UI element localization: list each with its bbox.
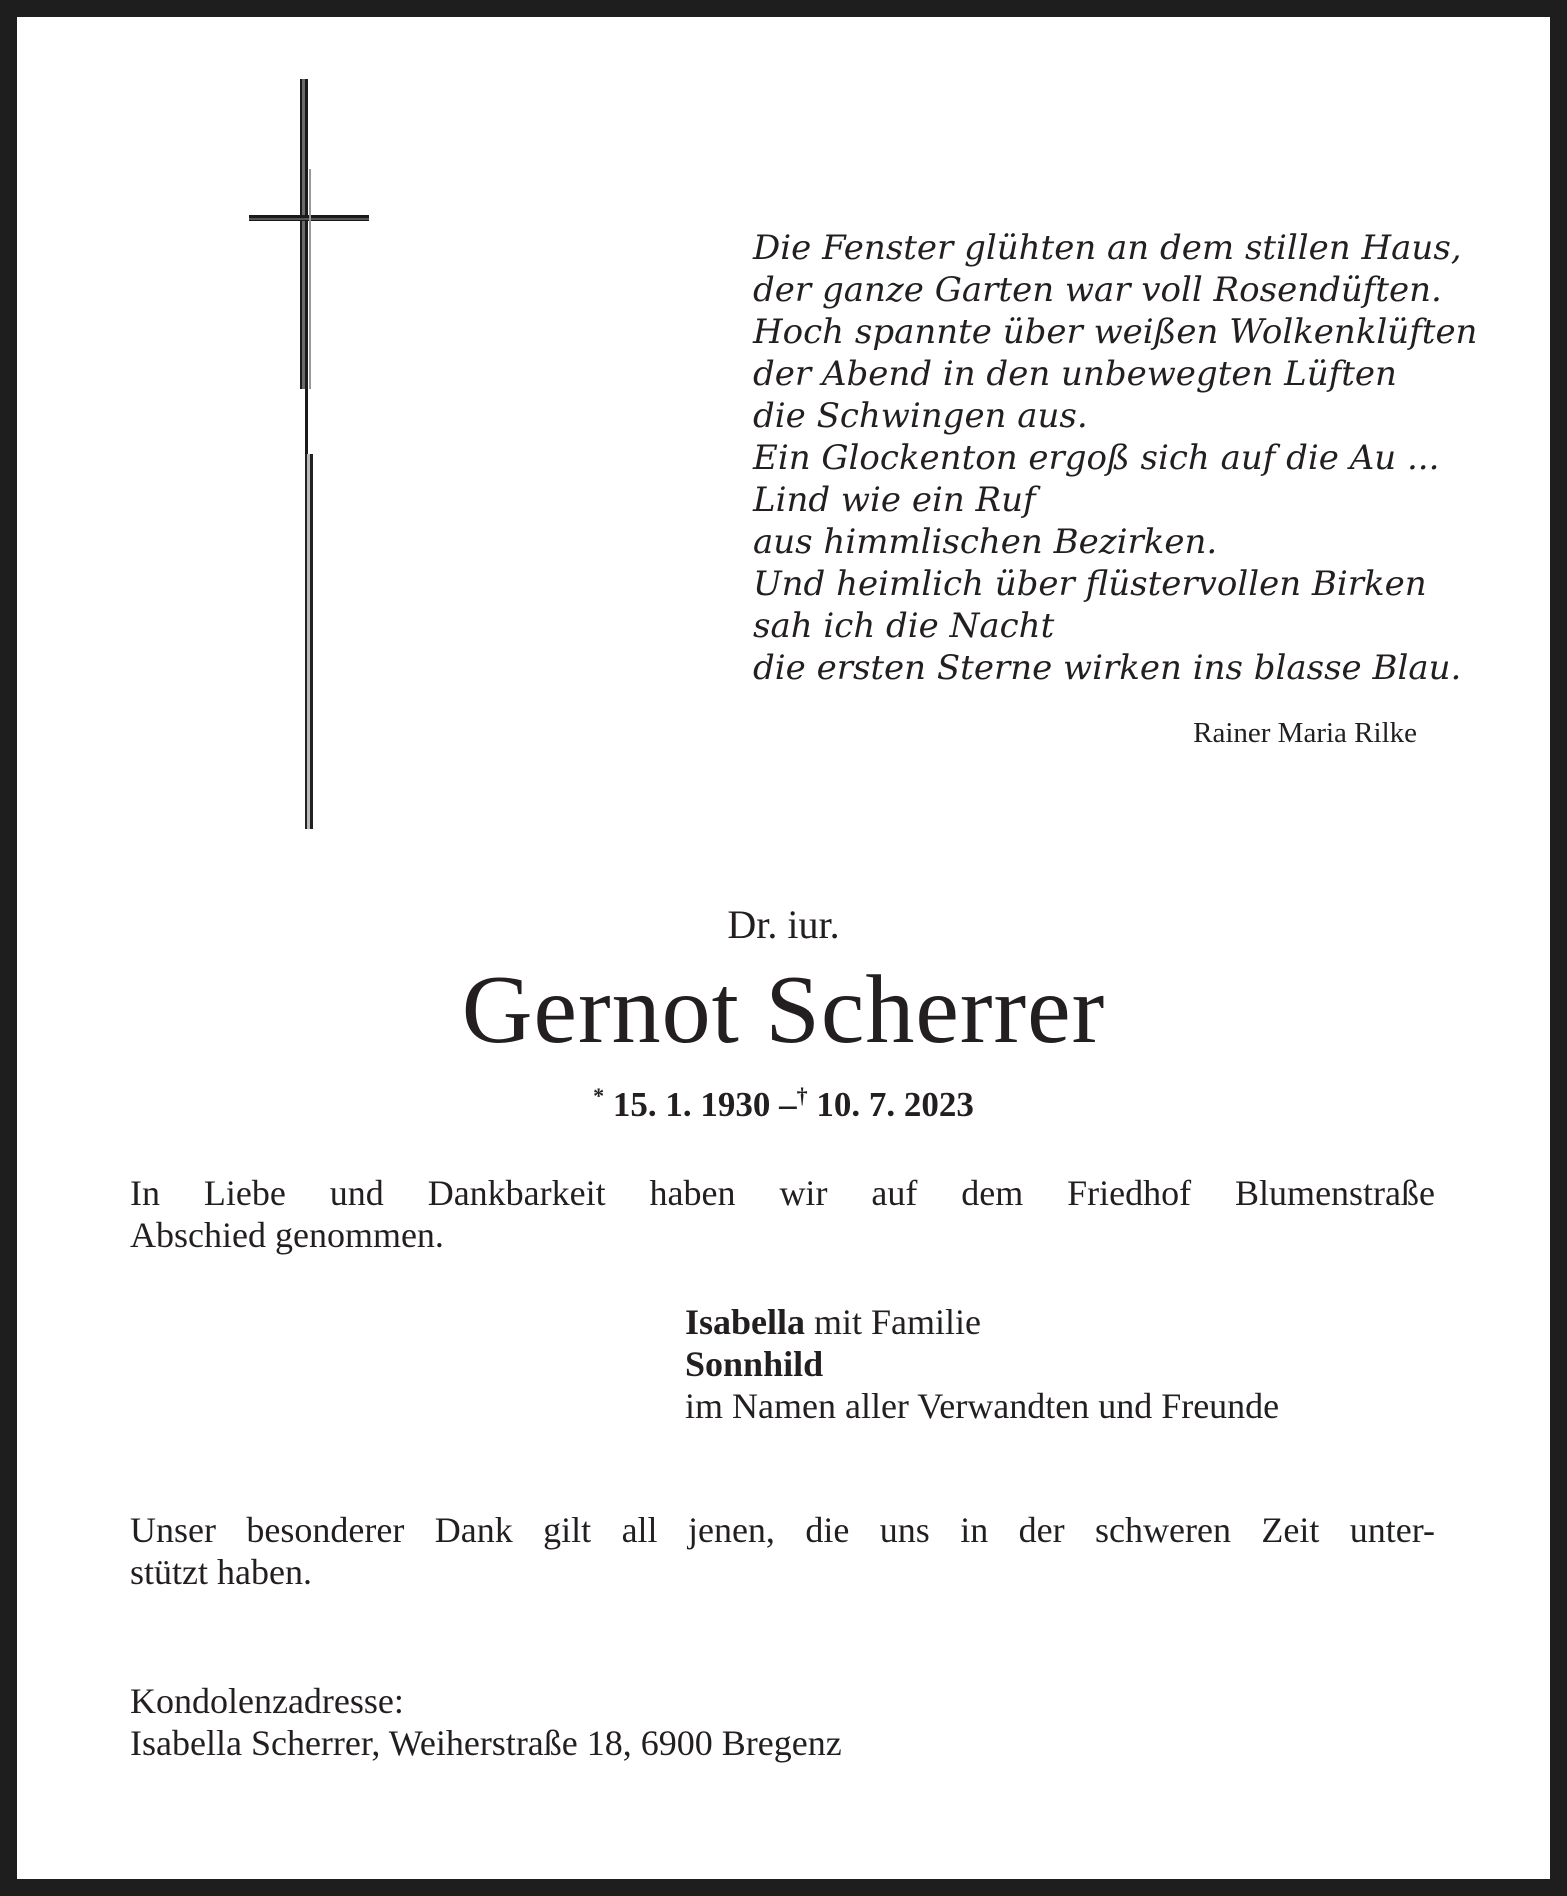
thanks-line: Unser besonderer Dank gilt all jenen, die uns in der schweren Zeit unter-	[130, 1510, 1435, 1550]
poem	[753, 227, 1478, 689]
poem-line: Und heimlich über flüstervollen Birken	[753, 564, 1427, 604]
signer-suffix: mit Familie	[805, 1302, 982, 1342]
obituary-page	[17, 17, 1550, 1879]
poem-line: Die Fenster glühten an dem stillen Haus,	[753, 228, 1462, 268]
address-label: Kondolenzadresse:	[130, 1681, 404, 1721]
poem-line: die Schwingen aus.	[753, 396, 1088, 436]
poem-author: Rainer Maria Rilke	[1193, 717, 1417, 749]
condolence-address	[130, 1680, 1130, 1764]
death-symbol: †	[796, 1083, 808, 1108]
life-dates	[17, 1083, 1550, 1125]
signer-line	[685, 1343, 1445, 1385]
birth-date: 15. 1. 1930	[612, 1085, 771, 1124]
thanks-paragraph	[130, 1509, 1435, 1593]
deceased-name: Gernot Scherrer	[461, 956, 1106, 1064]
poem-line: die ersten Sterne wirken ins blasse Blau.	[753, 648, 1462, 688]
signer-name: Sonnhild	[685, 1344, 824, 1384]
date-separator: –	[779, 1085, 797, 1124]
cross-icon	[247, 79, 377, 829]
thanks-line: stützt haben.	[130, 1552, 312, 1592]
death-date: 10. 7. 2023	[816, 1085, 974, 1124]
poem-line: der ganze Garten war voll Rosendüften.	[753, 270, 1442, 310]
poem-line: Ein Glockenton ergoß sich auf die Au ...	[753, 438, 1440, 478]
academic-title: Dr. iur.	[727, 902, 840, 947]
poem-line: Lind wie ein Ruf	[753, 480, 1036, 520]
signers-block	[685, 1301, 1445, 1427]
farewell-paragraph	[130, 1172, 1435, 1256]
farewell-line: In Liebe und Dankbarkeit haben wir auf dem Friedhof Blumenstraße	[130, 1173, 1435, 1213]
poem-line: sah ich die Nacht	[753, 606, 1055, 646]
address-value: Isabella Scherrer, Weiherstraße 18, 6900 Bregenz	[130, 1723, 842, 1763]
farewell-line: Abschied genommen.	[130, 1215, 444, 1255]
signer-line: im Namen aller Verwandten und Freunde	[685, 1386, 1280, 1426]
poem-line: aus himmlischen Bezirken.	[753, 522, 1218, 562]
signer-line	[685, 1301, 1445, 1343]
poem-line: der Abend in den unbewegten Lüften	[753, 354, 1397, 394]
signer-name: Isabella	[685, 1302, 806, 1342]
poem-line: Hoch spannte über weißen Wolkenklüften	[753, 312, 1478, 352]
birth-symbol: *	[593, 1083, 605, 1108]
